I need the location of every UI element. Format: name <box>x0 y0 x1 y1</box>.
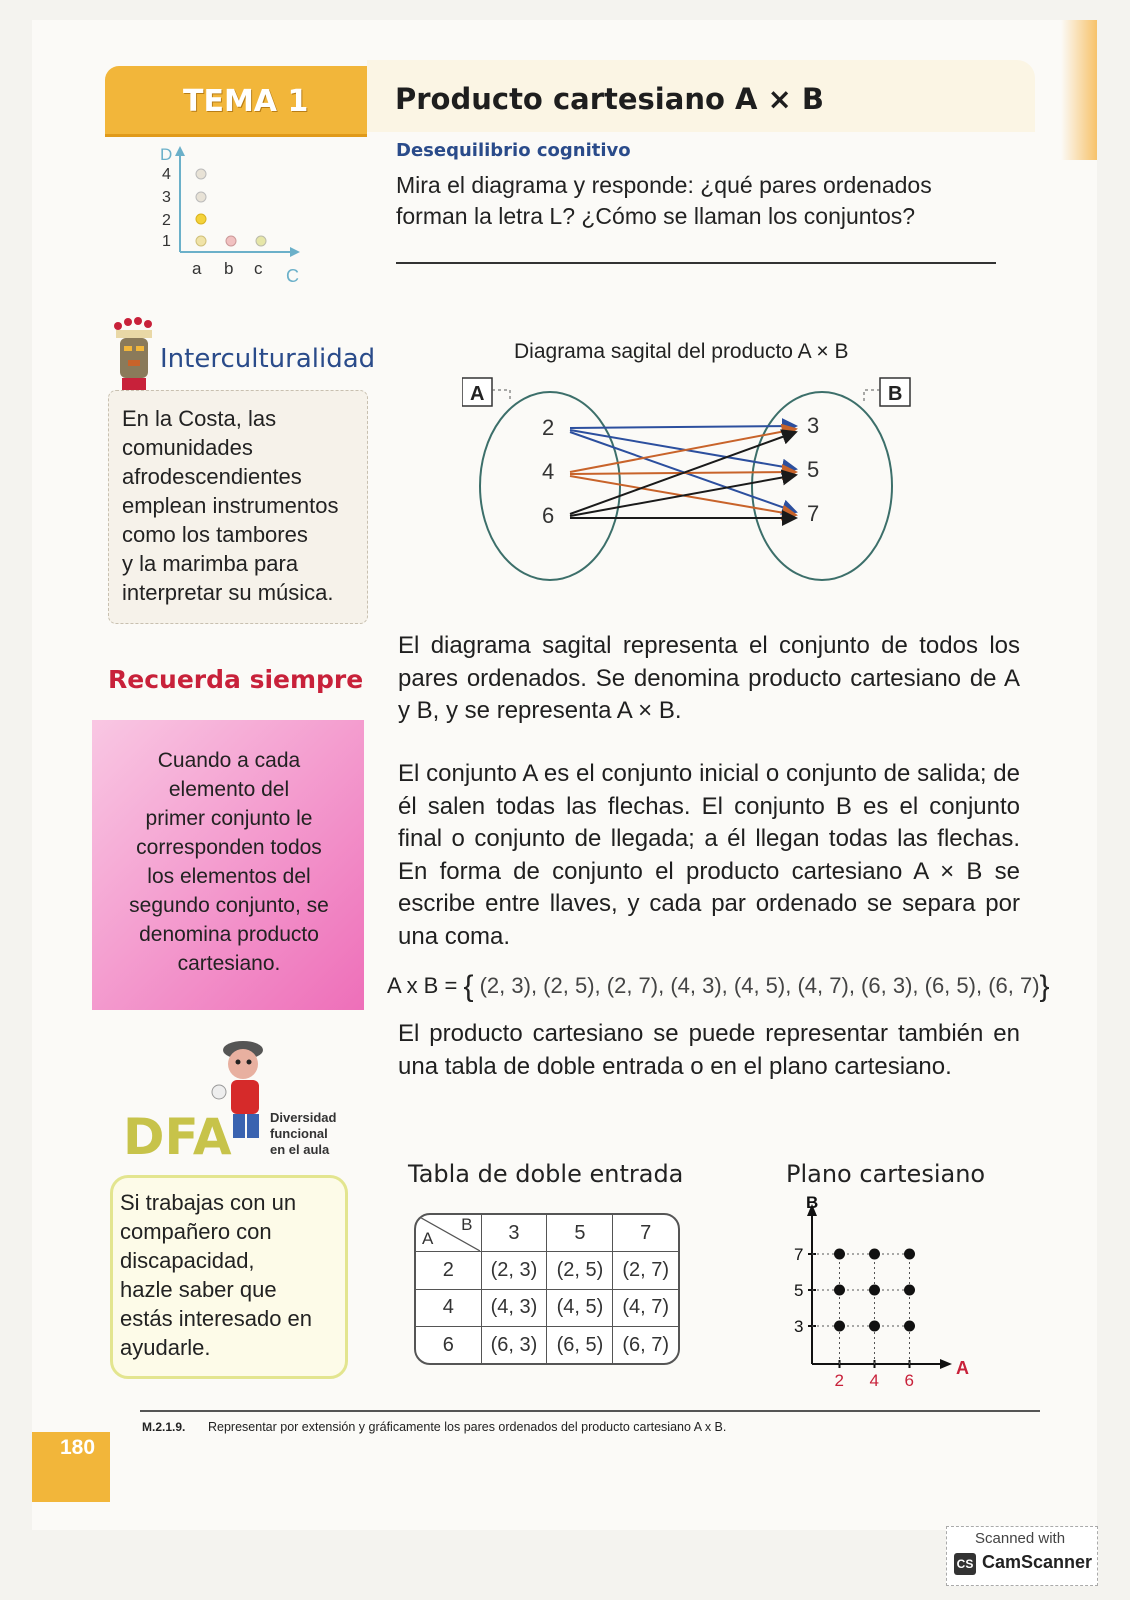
watermark-line1: Scanned with <box>975 1530 1066 1547</box>
paragraph-definition: El diagrama sagital representa el conjunto de todos los pares ordenados. Se denomina producto cartesiano de A y B, y se representa A × B. <box>398 632 1020 724</box>
table-corner-cell <box>416 1215 482 1252</box>
dfa-subtitle <box>270 1110 336 1158</box>
plane-point <box>834 1285 845 1296</box>
plane-y-tick: 5 <box>794 1281 804 1300</box>
dfa-subtitle-line: funcional <box>270 1126 328 1141</box>
intercult-line: como los tambores <box>122 522 308 547</box>
recuerda-line: cartesiano. <box>177 952 281 975</box>
interculturalidad-title: Interculturalidad <box>160 344 376 374</box>
set-a-label: A <box>470 383 485 405</box>
plane-x-tick: 6 <box>904 1371 914 1390</box>
recuerda-line: primer conjunto le <box>145 807 313 830</box>
intercult-line: comunidades <box>122 435 253 460</box>
dfa-subtitle-line: en el aula <box>270 1142 330 1157</box>
mini-y-tick: 1 <box>162 233 171 250</box>
mini-dot <box>256 236 266 246</box>
plane-point <box>869 1249 880 1260</box>
section-subtitle: Desequilibrio cognitivo <box>396 140 631 161</box>
set-expression-pairs: (2, 3), (2, 5), (2, 7), (4, 3), (4, 5), (4, 7), (6, 3), (6, 5), (6, 7) <box>479 973 1040 998</box>
page-number: 180 <box>60 1436 96 1459</box>
recuerda-line: elemento del <box>168 778 290 801</box>
mini-x-axis-label: C <box>286 266 299 286</box>
plane-point <box>834 1249 845 1260</box>
mini-l-graph <box>150 142 320 292</box>
cartesian-plane <box>786 1196 976 1396</box>
table-col-header: 7 <box>613 1215 678 1252</box>
mini-x-tick: b <box>224 259 234 278</box>
dfa-line: Si trabajas con un <box>120 1190 297 1215</box>
table-cell: (2, 7) <box>613 1252 678 1289</box>
table-cell: (4, 7) <box>613 1290 678 1327</box>
mini-dot <box>226 236 236 246</box>
footer-rule <box>140 1410 1040 1412</box>
mini-x-tick: a <box>192 259 202 278</box>
set-b-element: 5 <box>807 457 820 482</box>
double-entry-table <box>414 1213 680 1365</box>
plane-point <box>904 1249 915 1260</box>
interculturalidad-text <box>122 404 362 607</box>
table-cell: (6, 3) <box>482 1327 548 1363</box>
dfa-line: estás interesado en <box>120 1306 313 1331</box>
intercult-line: interpretar su música. <box>122 580 334 605</box>
answer-line <box>396 262 996 264</box>
set-a-element: 2 <box>542 415 555 440</box>
tema-label: TEMA 1 <box>183 84 309 119</box>
plane-x-tick: 2 <box>834 1371 844 1390</box>
table-cell: (2, 5) <box>547 1252 613 1289</box>
recuerda-line: los elementos del <box>147 865 311 888</box>
plane-x-label: A <box>956 1358 969 1378</box>
close-brace: } <box>1039 970 1050 1003</box>
intercult-line: emplean instrumentos <box>122 493 339 518</box>
mini-y-arrow <box>175 146 185 156</box>
table-cell: (4, 5) <box>547 1290 613 1327</box>
mini-x-arrow <box>290 247 300 257</box>
camscanner-logo-icon: CS <box>954 1553 976 1575</box>
plane-x-tick: 4 <box>869 1371 879 1390</box>
watermark-line2: CamScanner <box>982 1552 1093 1572</box>
recuerda-line: Cuando a cada <box>157 749 301 772</box>
corner-a-label: A <box>422 1229 434 1249</box>
intro-question <box>396 170 1016 232</box>
mini-dot <box>196 192 206 202</box>
recuerda-title: Recuerda siempre <box>108 665 364 694</box>
recuerda-text <box>98 746 360 978</box>
recuerda-line: segundo conjunto, se <box>129 894 329 917</box>
table-row-header: 2 <box>416 1252 482 1289</box>
set-b-element: 7 <box>807 501 820 526</box>
paragraph-representations: El producto cartesiano se puede representar también en una tabla de doble entrada o en el plano cartesiano. <box>398 1020 1020 1080</box>
mini-dot <box>196 236 206 246</box>
plane-y-tick: 7 <box>794 1245 804 1264</box>
plane-x-arrow <box>940 1359 952 1369</box>
plane-point <box>869 1285 880 1296</box>
table-col-header: 5 <box>547 1215 613 1252</box>
plane-point <box>904 1285 915 1296</box>
page-title: Producto cartesiano A × B <box>395 82 825 116</box>
open-brace: { <box>463 970 474 1003</box>
table-row <box>416 1327 678 1363</box>
dfa-line: compañero con <box>120 1219 272 1244</box>
table-cell: (2, 3) <box>482 1252 548 1289</box>
table-col-header: 3 <box>482 1215 548 1252</box>
paragraph-sets: El conjunto A es el conjunto inicial o conjunto de salida; de él salen todas las flechas. El conjunto B es el conjunto final o conjunto de llegada; a él llegan todas las flechas. En forma de conjunto el producto cartesiano A × B se escribe entre llaves, y cada par ordenado se separa por una coma. <box>398 760 1020 950</box>
intercult-line: y la marimba para <box>122 551 299 576</box>
set-b-ellipse <box>752 392 892 580</box>
plane-point <box>869 1321 880 1332</box>
plane-y-label: B <box>806 1196 819 1212</box>
table-cell: (6, 7) <box>622 1333 670 1356</box>
table-cell: (6, 5) <box>547 1327 613 1363</box>
question-line: forman la letra L? ¿Cómo se llaman los conjuntos? <box>396 203 916 229</box>
table-row <box>416 1290 678 1327</box>
set-expression-lhs: A x B = <box>387 973 458 998</box>
mini-y-tick: 2 <box>162 212 171 229</box>
table-title: Tabla de doble entrada <box>408 1160 684 1188</box>
mini-y-tick: 4 <box>162 166 171 183</box>
set-a-element: 6 <box>542 503 555 528</box>
skill-code: M.2.1.9. <box>142 1420 186 1434</box>
set-b-label: B <box>888 383 903 405</box>
question-line: Mira el diagrama y responde: ¿qué pares ordenados <box>396 172 932 198</box>
mini-dot <box>196 169 206 179</box>
dfa-subtitle-line: Diversidad <box>270 1110 337 1125</box>
table-row-header: 4 <box>416 1290 482 1327</box>
table-row-header: 6 <box>416 1327 482 1363</box>
plane-point <box>904 1321 915 1332</box>
table-header-row <box>416 1215 678 1252</box>
mini-dot <box>196 214 206 224</box>
skill-description: Representar por extensión y gráficamente los pares ordenados del producto cartesiano A x B. <box>208 1420 727 1434</box>
set-a-element: 4 <box>542 459 555 484</box>
corner-b-label: B <box>461 1215 473 1234</box>
plane-point <box>834 1321 845 1332</box>
recuerda-line: corresponden todos <box>136 836 322 859</box>
mini-y-axis-label: D <box>160 145 173 164</box>
table-row <box>416 1252 678 1289</box>
dfa-logo: DFA <box>123 1108 232 1166</box>
sagittal-title: Diagrama sagital del producto A × B <box>514 340 849 363</box>
intercult-line: En la Costa, las <box>122 406 277 431</box>
dfa-line: ayudarle. <box>120 1335 211 1360</box>
set-b-element: 3 <box>807 413 820 438</box>
mini-x-tick: c <box>254 259 263 278</box>
plane-y-tick: 3 <box>794 1317 804 1336</box>
dfa-line: discapacidad, <box>120 1248 255 1273</box>
mask-illustration-icon <box>106 316 162 398</box>
table-cell: (4, 3) <box>482 1290 548 1327</box>
dfa-text <box>120 1188 335 1362</box>
mini-y-tick: 3 <box>162 189 171 206</box>
recuerda-line: denomina producto <box>139 923 319 946</box>
sagittal-diagram <box>462 376 932 586</box>
plane-title: Plano cartesiano <box>786 1160 986 1188</box>
set-expression <box>387 970 1050 1004</box>
intercult-line: afrodescendientes <box>122 464 302 489</box>
page-edge-tab <box>1061 20 1097 160</box>
dfa-line: hazle saber que <box>120 1277 277 1302</box>
